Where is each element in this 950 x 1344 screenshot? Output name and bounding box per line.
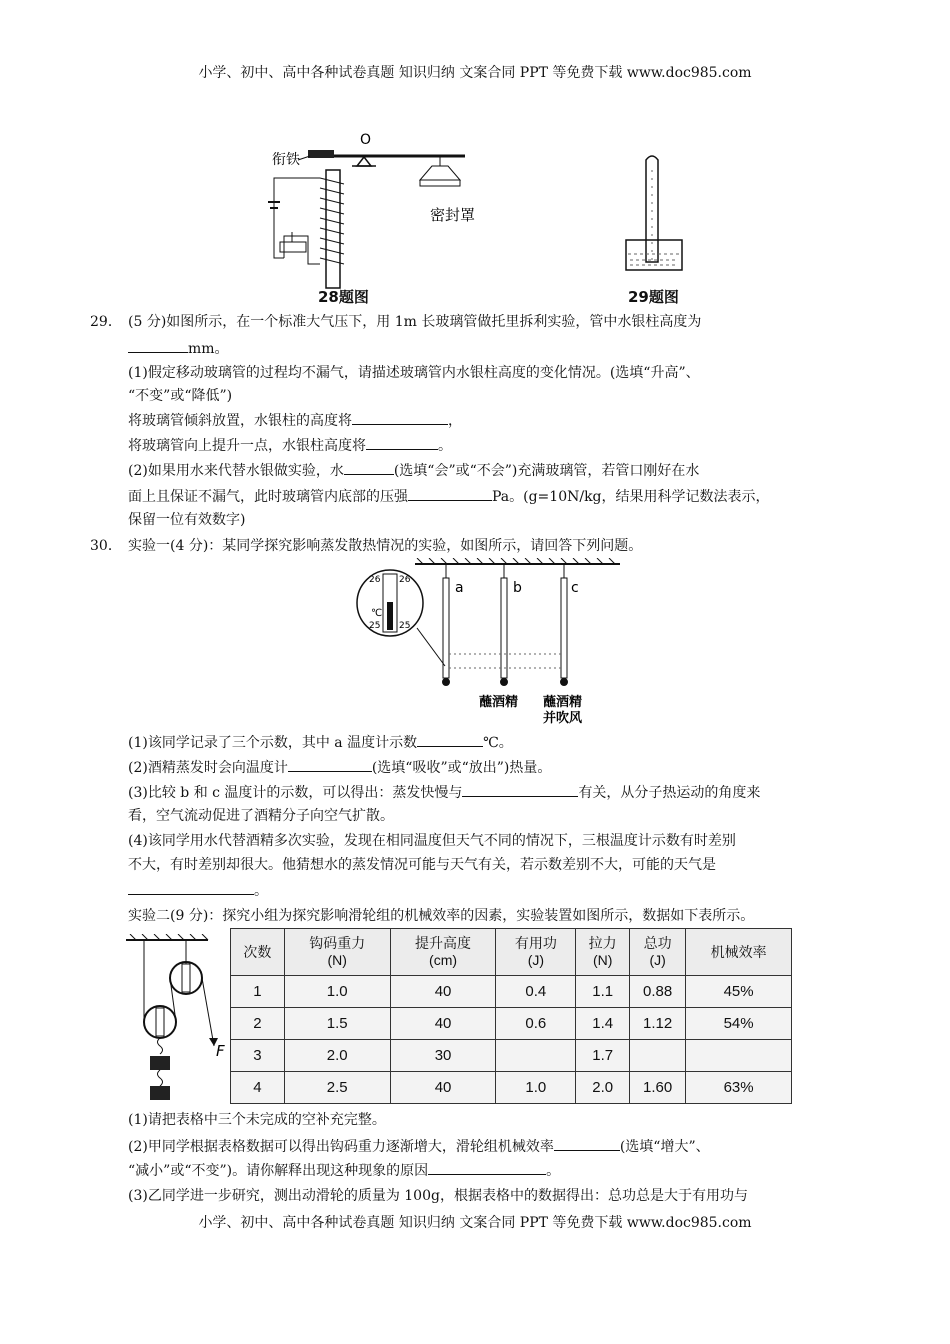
q30-blank-factor[interactable] — [462, 782, 578, 797]
q30-sub-1: (1)该同学记录了三个示数，其中 a 温度计示数 ℃。 — [128, 732, 513, 753]
figure-28-electromagnet-balance — [260, 128, 480, 298]
q29-blank-height[interactable] — [128, 338, 188, 353]
col-header-weight: 钩码重力 (N) — [284, 929, 390, 976]
col-header-height: 提升高度 (cm) — [390, 929, 496, 976]
q30-blank-heat[interactable] — [288, 757, 372, 772]
table-row: 2 1.5 40 0.6 1.4 1.12 54% — [231, 1008, 792, 1040]
q29-line-1: (5 分)如图所示，在一个标准大气压下，用 1m 长玻璃管做托里拆利实验，管中水银柱高度为 — [128, 314, 702, 330]
thermometer-c — [561, 578, 567, 678]
q29-blank-lift[interactable] — [366, 435, 438, 450]
fulcrum-icon — [357, 157, 371, 166]
q30-table-sub-1: (1)请把表格中三个未完成的空补充完整。 — [128, 1112, 386, 1128]
q29-line-7: (2)如果用水来代替水银做实验，水 (选填“会”或“不会”)充满玻璃管，若管口刚好在水 — [128, 460, 699, 481]
q30-sub-4c: 。 — [128, 880, 268, 901]
label-b: b — [513, 580, 522, 596]
q30-sub-3b: 看，空气流动促进了酒精分子向空气扩散。 — [128, 808, 394, 824]
q30-table-sub-2b: “减小”或“不变”)。请你解释出现这种现象的原因 。 — [128, 1160, 560, 1181]
fig28-label-o: O — [360, 132, 372, 148]
pulley-efficiency-table — [230, 928, 792, 1104]
page-footer: 小学、初中、高中各种试卷真题 知识归纳 文案合同 PPT 等免费下载 www.doc985.com — [198, 1215, 752, 1231]
armature-block — [308, 150, 334, 158]
svg-text:25: 25 — [369, 621, 381, 631]
q29-line-6: 将玻璃管向上提升一点，水银柱高度将 。 — [128, 435, 452, 456]
q29-line-4: “不变”或“降低”) — [128, 388, 233, 404]
svg-text:蘸酒精: 蘸酒精 — [479, 695, 519, 710]
table-row: 4 2.5 40 1.0 2.0 1.60 63% — [231, 1072, 792, 1104]
q30-sub-4b: 不大，有时差别却很大。他猜想水的蒸发情况可能与天气有关，若示数差别不大，可能的天气是 — [128, 857, 716, 873]
svg-text:℃: ℃ — [371, 608, 383, 619]
q30-sub-2: (2)酒精蒸发时会向温度计 (选填“吸收”或“放出”)热量。 — [128, 757, 551, 778]
q30-blank-a-reading[interactable] — [417, 732, 483, 747]
q29-line-9: 保留一位有效数字) — [128, 512, 246, 528]
col-header-pull: 拉力 (N) — [576, 929, 630, 976]
fig28-label-cover: 密封罩 — [430, 206, 476, 224]
fixed-pulley — [170, 962, 202, 994]
page-header: 小学、初中、高中各种试卷真题 知识归纳 文案合同 PPT 等免费下载 www.doc985.com — [198, 65, 752, 81]
q30-experiment-2: 实验二(9 分)：探究小组为探究影响滑轮组的机械效率的因素，实验装置如图所示，数据如下表所示。 — [128, 908, 755, 924]
q30-blank-efficiency-trend[interactable] — [554, 1136, 620, 1151]
force-label: F — [216, 1042, 225, 1060]
svg-text:26: 26 — [369, 575, 381, 585]
weight-2 — [150, 1086, 170, 1100]
q29-line-3: (1)假定移动玻璃管的过程均不漏气，请描述玻璃管内水银柱高度的变化情况。(选填“升高”、 — [128, 365, 700, 381]
col-header-efficiency: 机械效率 — [686, 929, 792, 976]
table-row: 1 1.0 40 0.4 1.1 0.88 45% — [231, 976, 792, 1008]
blank-cell-efficiency[interactable] — [686, 1040, 792, 1072]
svg-text:25: 25 — [399, 621, 411, 631]
blank-cell-total-work[interactable] — [630, 1040, 686, 1072]
svg-text:蘸酒精: 蘸酒精 — [543, 695, 583, 710]
q29-line-5: 将玻璃管倾斜放置，水银柱的高度将 ， — [128, 410, 462, 431]
table-row: 3 2.0 30 1.7 — [231, 1040, 792, 1072]
figure-30-evaporation-thermometers — [355, 558, 625, 724]
q30-sub-3: (3)比较 b 和 c 温度计的示数，可以得出：蒸发快慢与 有关，从分子热运动的角度来 — [128, 782, 760, 803]
q29-blank-tilt[interactable] — [352, 410, 448, 425]
figure-29-torricelli-tube — [618, 150, 698, 290]
sealed-cover-icon — [420, 166, 460, 180]
blank-cell-useful-work[interactable] — [496, 1040, 576, 1072]
q29-blank-pressure[interactable] — [408, 486, 492, 501]
q29-line-8: 面上且保证不漏气，此时玻璃管内底部的压强 Pa。(g=10N/kg，结果用科学记数法表示， — [128, 486, 770, 507]
q30-sub-4a: (4)该同学用水代替酒精多次实验，发现在相同温度但天气不同的情况下，三根温度计示数有时差别 — [128, 833, 736, 849]
weight-1 — [150, 1056, 170, 1070]
iron-core — [326, 170, 340, 288]
q30-number: 30． — [90, 538, 122, 554]
fig28-caption: 28题图 — [318, 288, 369, 306]
q29-number: 29． — [90, 314, 122, 330]
q30-table-sub-2: (2)甲同学根据表格数据可以得出钩码重力逐渐增大，滑轮组机械效率 (选填“增大”、 — [128, 1136, 710, 1157]
col-header-total-work: 总功 (J) — [630, 929, 686, 976]
col-header-trial: 次数 — [231, 929, 285, 976]
figure-30-pulley-system — [124, 934, 228, 1104]
svg-text:26: 26 — [399, 575, 411, 585]
q29-blank-water[interactable] — [344, 460, 394, 475]
q30-line-1: 实验一(4 分)：某同学探究影响蒸发散热情况的实验，如图所示，请回答下列问题。 — [128, 538, 643, 554]
label-c: c — [571, 580, 579, 596]
fig28-label-armature: 衔铁 — [272, 152, 300, 168]
thermometer-b — [501, 578, 507, 678]
svg-text:并吹风: 并吹风 — [543, 711, 583, 724]
thermometer-a — [443, 578, 449, 678]
q30-table-sub-3: (3)乙同学进一步研究，测出动滑轮的质量为 100g，根据表格中的数据得出：总功总是大于有用功与 — [128, 1188, 748, 1204]
q30-blank-weather[interactable] — [128, 880, 254, 895]
q29-line-2: mm。 — [128, 338, 229, 359]
q30-blank-reason[interactable] — [428, 1160, 546, 1175]
fig29-caption: 29题图 — [628, 288, 679, 306]
movable-pulley — [144, 1006, 176, 1038]
label-a: a — [455, 580, 464, 596]
col-header-useful-work: 有用功 (J) — [496, 929, 576, 976]
table-header-row — [231, 929, 792, 976]
